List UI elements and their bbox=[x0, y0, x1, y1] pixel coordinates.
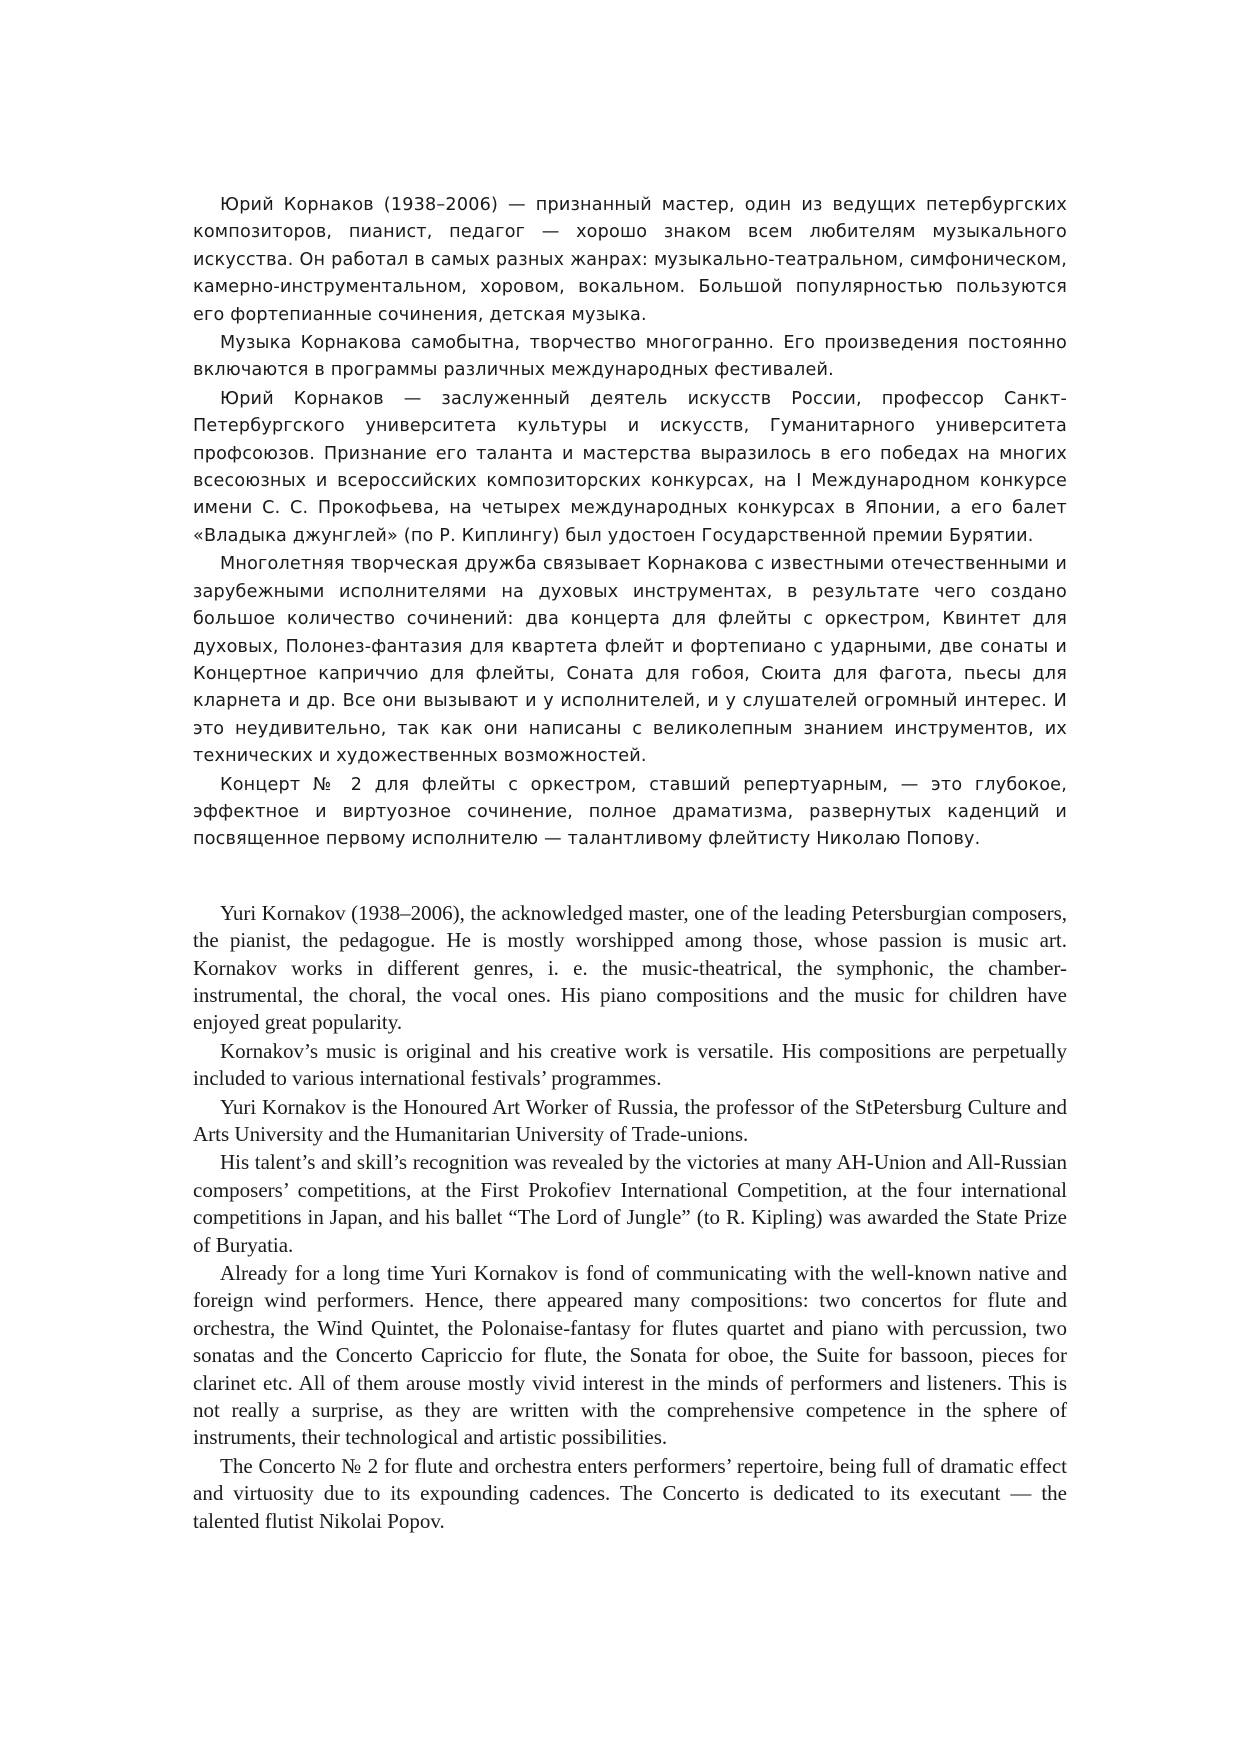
russian-paragraph-1: Юрий Корнаков (1938–2006) — признанный мастер, один из ведущих петербургских композиторов, пианист, педагог — хорошо знаком всем любителям музыкального искусства. Он работал в самых разных жанрах: музыкально-театральном, симфоническом, камерно-инструментальном, хоровом, вокальном. Большой популярностью пользуются его фортепианные сочинения, детская музыка. bbox=[193, 195, 1067, 325]
english-paragraph-1: Yuri Kornakov (1938–2006), the acknowledged master, one of the leading Petersburgian composers, the pianist, the pedagogue. He is mostly worshipped among those, whose passion is music art. Kornakov works in different genres, i. e. the music-theatrical, the symphonic, the chamber-instrumental, the choral, the vocal ones. His piano compositions and the music for children have enjoyed great popularity. bbox=[193, 900, 1067, 1035]
russian-paragraph-3: Юрий Корнаков — заслуженный деятель искусств России, профессор Санкт-Петербургского университета культуры и искусств, Гуманитарного университета профсоюзов. Признание его таланта и мастерства выразилось в его победах на многих всесоюзных и всероссийских композиторских конкурсах, на I Международном конкурсе имени С. С. Прокофьева, на четырех международных конкурсах в Японии, а его балет «Владыка джунглей» (по Р. Киплингу) был удостоен Государственной премии Бурятии. bbox=[193, 388, 1067, 546]
english-paragraph-6: The Concerto № 2 for flute and orchestra enters performers’ repertoire, being full of dramatic effect and virtuosity due to its expounding cadences. The Concerto is dedicated to its executant — the talented flutist Nikolai Popov. bbox=[193, 1453, 1067, 1533]
english-paragraph-4: His talent’s and skill’s recognition was revealed by the victories at many AH-Union and All-Russian composers’ competitions, at the First Prokofiev International Competition, at the four international competitions in Japan, and his ballet “The Lord of Jungle” (to R. Kipling) was awarded the State Prize of Buryatia. bbox=[193, 1150, 1067, 1257]
english-paragraph-5: Already for a long time Yuri Kornakov is fond of communicating with the well-known native and foreign wind performers. Hence, there appeared many compositions: two concertos for flute and orchestra, the Wind Quintet, the Polonaise-fantasy for flutes quartet and piano with percussion, two sonatas and the Concerto Capriccio for flute, the Sonata for oboe, the Suite for bassoon, pieces for clarinet etc. All of them arouse mostly vivid interest in the minds of performers and listeners. This is not really a surprise, as they are written with the comprehensive competence in the sphere of instruments, their technological and artistic possibilities. bbox=[193, 1261, 1067, 1450]
russian-paragraph-5: Концерт № 2 для флейты с оркестром, ставший репертуарным, — это глубокое, эффектное и виртуозное сочинение, полное драматизма, развернутых каденций и посвященное первому исполнителю — талантливому флейтисту Николаю Попову. bbox=[193, 774, 1067, 850]
document-page bbox=[193, 192, 1067, 1536]
russian-paragraph-2: Музыка Корнакова самобытна, творчество многогранно. Его произведения постоянно включаются в программы различных международных фестивалей. bbox=[193, 333, 1067, 381]
english-paragraph-3: Yuri Kornakov is the Honoured Art Worker of Russia, the professor of the StPetersburg Culture and Arts University and the Humanitarian University of Trade-unions. bbox=[193, 1094, 1067, 1146]
russian-biography-section bbox=[193, 192, 1067, 854]
english-paragraph-2: Kornakov’s music is original and his creative work is versatile. His compositions are perpetually included to various international festivals’ programmes. bbox=[193, 1038, 1067, 1091]
english-biography-section bbox=[193, 900, 1067, 1535]
russian-paragraph-4: Многолетняя творческая дружба связывает Корнакова с известными отечественными и зарубежными исполнителями на духовых инструментах, в результате чего создано большое количество сочинений: два концерта для флейты с оркестром, Квинтет для духовых, Полонез-фантазия для квартета флейт и фортепиано с ударными, две сонаты и Концертное каприччио для флейты, Соната для гобоя, Сюита для фагота, пьесы для кларнета и др. Все они вызывают и у исполнителей, и у слушателей огромный интерес. И это неудивительно, так как они написаны с великолепным знанием инструментов, их технических и художественных возможностей. bbox=[193, 554, 1067, 767]
